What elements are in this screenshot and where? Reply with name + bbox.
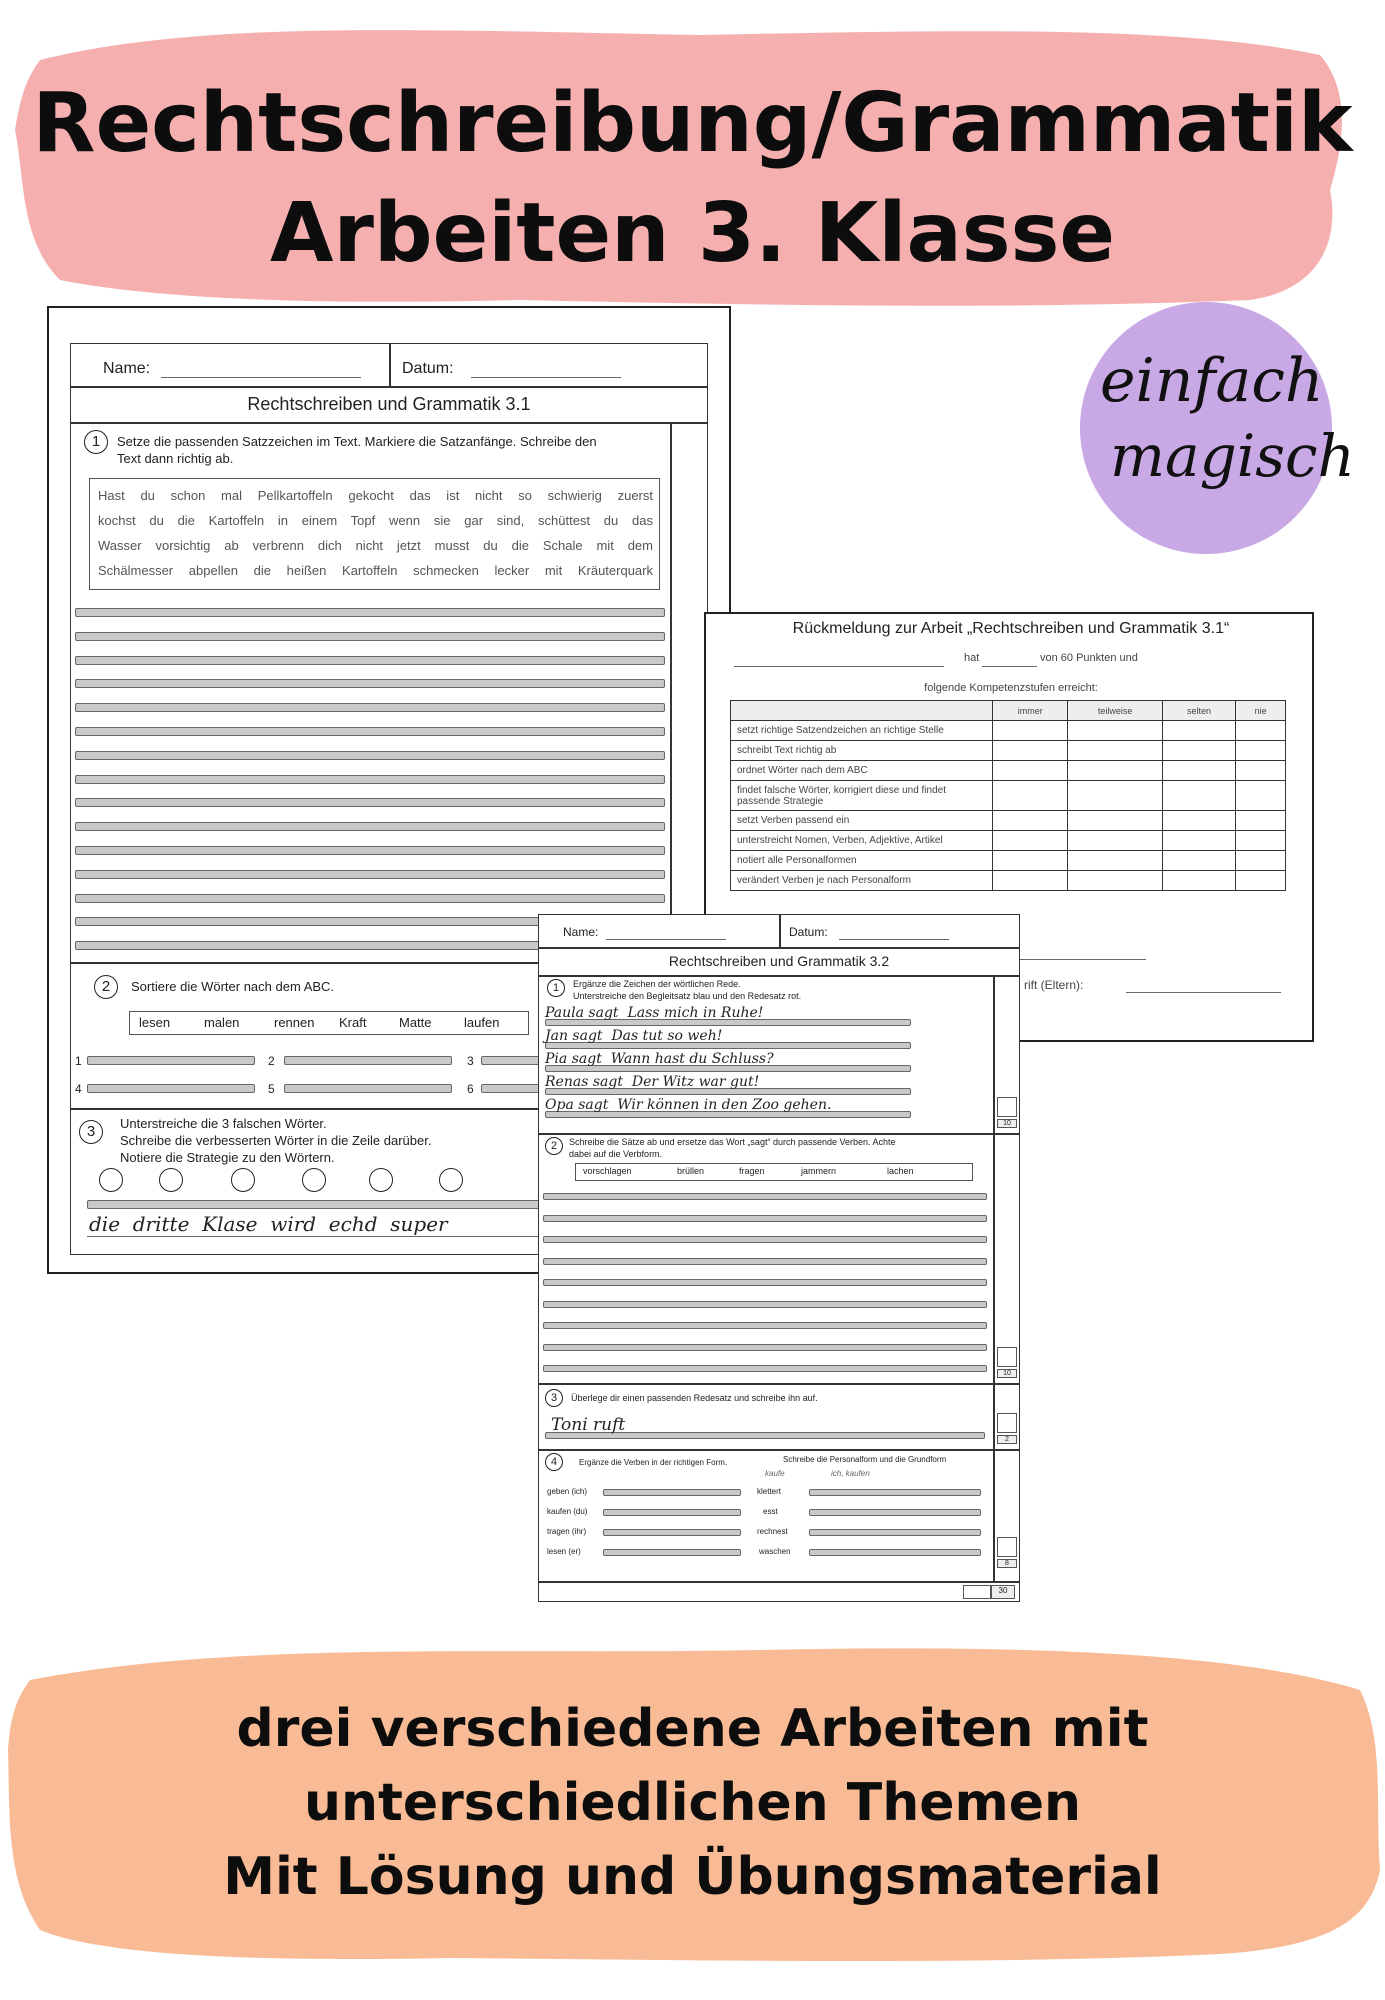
left-item-1: geben (ich): [547, 1487, 588, 1496]
left-answer-4[interactable]: [603, 1549, 741, 1556]
abc-slot-1[interactable]: [87, 1056, 255, 1065]
task-3-handwriting: Toni ruft: [551, 1415, 626, 1435]
writing-line[interactable]: [543, 1279, 987, 1286]
word-laufen: laufen: [464, 1015, 500, 1030]
left-item-3: tragen (ihr): [547, 1527, 587, 1536]
rating-cell[interactable]: [1068, 741, 1162, 761]
task-1-instruction: Ergänze die Zeichen der wörtlichen Rede.: [573, 979, 741, 989]
abc-slot-5[interactable]: [284, 1084, 452, 1093]
row-label: findet falsche Wörter, korrigiert diese und findet passende Strategie: [731, 781, 993, 811]
divider: [70, 386, 708, 388]
competence-subtitle: folgende Kompetenzstufen erreicht:: [924, 682, 1098, 694]
strategy-circle-5[interactable]: [369, 1168, 393, 1192]
table-row: [731, 831, 1286, 851]
rating-cell[interactable]: [993, 811, 1068, 831]
name-field[interactable]: [606, 939, 726, 940]
date-field[interactable]: [471, 377, 621, 378]
rating-cell[interactable]: [1068, 721, 1162, 741]
parent-signature-label: rift (Eltern):: [1024, 978, 1084, 992]
worksheet-3-2: [538, 914, 1020, 1602]
divider: [389, 343, 391, 386]
right-item-3: rechnest: [757, 1527, 788, 1536]
task-3-line-1: Unterstreiche die 3 falschen Wörter.: [120, 1116, 327, 1131]
score-box-4[interactable]: [997, 1537, 1017, 1557]
strategy-circle-1[interactable]: [99, 1168, 123, 1192]
rating-cell[interactable]: [1236, 761, 1286, 781]
verb-fragen: fragen: [739, 1166, 765, 1176]
name-field[interactable]: [161, 377, 361, 378]
task-2-instruction: Schreibe die Sätze ab und ersetze das Wort „sagt“ durch passende Verben. Achte: [569, 1137, 896, 1147]
rating-cell[interactable]: [1068, 871, 1162, 891]
strategy-circle-6[interactable]: [439, 1168, 463, 1192]
slot-number-4: 4: [75, 1082, 82, 1096]
left-answer-3[interactable]: [603, 1529, 741, 1536]
points-label: von 60 Punkten und: [1040, 652, 1138, 664]
footer-line-3: Mit Lösung und Übungsmaterial: [223, 1847, 1162, 1907]
divider: [779, 915, 781, 947]
divider: [87, 1236, 547, 1237]
page-title-line-1: Rechtschreibung/Grammatik: [32, 76, 1353, 171]
rating-cell[interactable]: [1162, 781, 1236, 811]
table-row: [731, 761, 1286, 781]
verb-jammern: jammern: [801, 1166, 837, 1176]
task-number-3: 3: [79, 1120, 103, 1144]
verb-lachen: lachen: [887, 1166, 914, 1176]
table-row: [731, 741, 1286, 761]
table-row: [731, 781, 1286, 811]
passage-line-1: Hast du schon mal Pellkartoffeln gekocht das ist nicht so schwierig zuerst: [98, 488, 653, 503]
slot-number-3: 3: [467, 1054, 474, 1068]
writing-line[interactable]: [75, 894, 665, 903]
task-2-instruction-cont: dabei auf die Verbform.: [569, 1149, 663, 1159]
sentence-4: Renas sagt Der Witz war gut!: [545, 1074, 760, 1090]
rating-cell[interactable]: [1236, 741, 1286, 761]
sentence-5: Opa sagt Wir können in den Zoo gehen.: [545, 1097, 832, 1113]
feedback-title: Rückmeldung zur Arbeit „Rechtschreiben und Grammatik 3.1“: [792, 620, 1230, 637]
writing-line[interactable]: [75, 727, 665, 736]
verb-vorschlagen: vorschlagen: [583, 1166, 632, 1176]
rating-cell[interactable]: [1236, 811, 1286, 831]
task-3-handwritten-words: die dritte Klase wird echd super: [89, 1212, 448, 1236]
divider: [539, 947, 1019, 949]
col-selten: selten: [1162, 701, 1236, 721]
left-item-2: kaufen (du): [547, 1507, 588, 1516]
page-title-line-2: Arbeiten 3. Klasse: [269, 186, 1116, 281]
sentence-3: Pia sagt Wann hast du Schluss?: [545, 1051, 774, 1067]
col-teilweise: teilweise: [1068, 701, 1162, 721]
task-number-4: 4: [545, 1453, 563, 1471]
strategy-circle-3[interactable]: [231, 1168, 255, 1192]
rating-cell[interactable]: [993, 741, 1068, 761]
name-label: Name:: [563, 925, 599, 939]
task-3-instruction: Überlege dir einen passenden Redesatz und schreibe ihn auf.: [571, 1393, 818, 1403]
logo-text-einfach: einfach: [1100, 346, 1324, 416]
row-label: unterstreicht Nomen, Verben, Adjektive, Artikel: [731, 831, 993, 851]
footer-line-1: drei verschiedene Arbeiten mit: [236, 1699, 1149, 1759]
rating-cell[interactable]: [1068, 811, 1162, 831]
rating-cell[interactable]: [1236, 831, 1286, 851]
rating-cell[interactable]: [993, 851, 1068, 871]
divider: [539, 975, 1019, 977]
divider: [70, 422, 708, 424]
passage-line-2: kochst du die Kartoffeln in einem Topf wenn sie gar sind, schüttest du das: [98, 513, 653, 528]
abc-slot-4[interactable]: [87, 1084, 255, 1093]
divider: [539, 1133, 1019, 1135]
task-1-instruction-cont: Unterstreiche den Begleitsatz blau und den Redesatz rot.: [573, 991, 802, 1001]
task-1-instruction: Setze die passenden Satzzeichen im Text. Markiere die Satzanfänge. Schreibe den: [117, 434, 597, 449]
left-item-4: lesen (er): [547, 1547, 581, 1556]
rating-cell[interactable]: [993, 871, 1068, 891]
task-number-2: 2: [94, 975, 118, 999]
row-label: setzt richtige Satzendzeichen an richtige Stelle: [731, 721, 993, 741]
example-ich-kaufen: ich, kaufen: [831, 1469, 870, 1478]
score-3: 2: [997, 1435, 1017, 1444]
rating-cell[interactable]: [1162, 721, 1236, 741]
writing-line[interactable]: [75, 656, 665, 665]
competence-table: [730, 700, 1286, 891]
parent-signature-line[interactable]: [1126, 992, 1281, 993]
score-1: 10: [997, 1119, 1017, 1128]
abc-slot-3[interactable]: [481, 1056, 541, 1065]
word-matte: Matte: [399, 1015, 432, 1030]
date-field[interactable]: [839, 939, 949, 940]
task-1-instruction-cont: Text dann richtig ab.: [117, 451, 234, 466]
task-4-instruction-right: Schreibe die Personalform und die Grundform: [783, 1455, 947, 1464]
score-4: 8: [997, 1559, 1017, 1568]
rating-cell[interactable]: [1162, 831, 1236, 851]
rating-cell[interactable]: [1236, 781, 1286, 811]
left-answer-1[interactable]: [603, 1489, 741, 1496]
writing-line[interactable]: [75, 703, 665, 712]
row-label: schreibt Text richtig ab: [731, 741, 993, 761]
writing-line[interactable]: [543, 1258, 987, 1265]
points-field[interactable]: [982, 666, 1037, 667]
left-answer-2[interactable]: [603, 1509, 741, 1516]
col-immer: immer: [993, 701, 1068, 721]
total-score: 30: [991, 1585, 1015, 1599]
einfach-magisch-logo: [1080, 302, 1355, 554]
divider: [539, 1383, 1019, 1385]
task-number-2: 2: [545, 1137, 563, 1155]
writing-line[interactable]: [543, 1193, 987, 1200]
rating-cell[interactable]: [1236, 851, 1286, 871]
writing-line[interactable]: [75, 751, 665, 760]
row-label: notiert alle Personalformen: [731, 851, 993, 871]
task-4-instruction: Ergänze die Verben in der richtigen Form.: [579, 1458, 728, 1467]
sheet-title: Rechtschreiben und Grammatik 3.2: [668, 953, 890, 969]
table-header-row: [731, 701, 1286, 721]
strategy-circle-2[interactable]: [159, 1168, 183, 1192]
divider: [993, 975, 995, 1581]
row-label: verändert Verben je nach Personalform: [731, 871, 993, 891]
name-label: Name:: [103, 360, 151, 377]
rating-cell[interactable]: [1068, 761, 1162, 781]
right-answer-4[interactable]: [809, 1549, 981, 1556]
rating-cell[interactable]: [1162, 811, 1236, 831]
writing-line[interactable]: [75, 608, 665, 617]
logo-text-magisch: magisch: [1110, 422, 1355, 490]
hat-label: hat: [964, 652, 980, 664]
word-kraft: Kraft: [339, 1015, 367, 1030]
row-label: setzt Verben passend ein: [731, 811, 993, 831]
footer-line-2: unterschiedlichen Themen: [303, 1773, 1082, 1833]
writing-line[interactable]: [75, 775, 665, 784]
total-score-box[interactable]: [963, 1585, 991, 1599]
right-item-1: klettert: [757, 1487, 782, 1496]
writing-line[interactable]: [75, 679, 665, 688]
rating-cell[interactable]: [993, 721, 1068, 741]
writing-line[interactable]: [543, 1344, 987, 1351]
right-item-4: waschen: [759, 1547, 791, 1556]
col-nie: nie: [1236, 701, 1286, 721]
word-malen: malen: [204, 1015, 240, 1030]
writing-line[interactable]: [75, 822, 665, 831]
slot-number-5: 5: [268, 1082, 275, 1096]
writing-line[interactable]: [543, 1365, 987, 1372]
score-2: 10: [997, 1369, 1017, 1378]
score-box-1[interactable]: [997, 1097, 1017, 1117]
rating-cell[interactable]: [993, 831, 1068, 851]
writing-line[interactable]: [75, 846, 665, 855]
table-row: [731, 871, 1286, 891]
writing-line[interactable]: [75, 870, 665, 879]
task-number-3: 3: [545, 1389, 563, 1407]
divider: [539, 1581, 1019, 1583]
task-number-1: 1: [547, 979, 565, 997]
right-answer-1[interactable]: [809, 1489, 981, 1496]
row-label: ordnet Wörter nach dem ABC: [731, 761, 993, 781]
rating-cell[interactable]: [1068, 851, 1162, 871]
rating-cell[interactable]: [1162, 871, 1236, 891]
sheet-title: Rechtschreiben und Grammatik 3.1: [247, 394, 531, 414]
rating-cell[interactable]: [1162, 851, 1236, 871]
passage-line-3: Wasser vorsichtig ab verbrenn dich nicht jetzt musst du die Schale mit dem: [98, 538, 653, 553]
task-3-line-3: Notiere die Strategie zu den Wörtern.: [120, 1150, 335, 1165]
strategy-circle-4[interactable]: [302, 1168, 326, 1192]
slot-number-1: 1: [75, 1054, 82, 1068]
rating-cell[interactable]: [1236, 721, 1286, 741]
sentence-2: Jan sagt Das tut so weh!: [545, 1028, 723, 1044]
verb-bruellen: brüllen: [677, 1166, 705, 1176]
rating-cell[interactable]: [1236, 871, 1286, 891]
slot-number-2: 2: [268, 1054, 275, 1068]
date-label: Datum:: [789, 925, 828, 939]
rating-cell[interactable]: [1162, 741, 1236, 761]
date-label: Datum:: [402, 360, 454, 377]
score-box-2[interactable]: [997, 1347, 1017, 1367]
score-box-3[interactable]: [997, 1413, 1017, 1433]
rating-cell[interactable]: [1162, 761, 1236, 781]
right-item-2: esst: [763, 1507, 778, 1516]
writing-line[interactable]: [543, 1322, 987, 1329]
teacher-signature-line[interactable]: [1006, 959, 1146, 960]
rating-cell[interactable]: [993, 761, 1068, 781]
rating-cell[interactable]: [1068, 781, 1162, 811]
task-3-line-2: Schreibe die verbesserten Wörter in die Zeile darüber.: [120, 1133, 432, 1148]
divider: [670, 422, 672, 962]
abc-slot-6[interactable]: [481, 1084, 541, 1093]
abc-slot-2[interactable]: [284, 1056, 452, 1065]
table-row: [731, 851, 1286, 871]
rating-cell[interactable]: [993, 781, 1068, 811]
task-2-instruction: Sortiere die Wörter nach dem ABC.: [131, 979, 335, 994]
rating-cell[interactable]: [1068, 831, 1162, 851]
writing-line[interactable]: [543, 1215, 987, 1222]
table-row: [731, 811, 1286, 831]
writing-line[interactable]: [543, 1301, 987, 1308]
word-lesen: lesen: [139, 1015, 171, 1030]
writing-line[interactable]: [75, 632, 665, 641]
passage-line-4: Schälmesser abpellen die heißen Kartoffeln schmecken lecker mit Kräuterquark: [98, 563, 653, 578]
table-row: [731, 721, 1286, 741]
right-answer-3[interactable]: [809, 1529, 981, 1536]
word-rennen: rennen: [274, 1015, 315, 1030]
example-kaufe: kaufe: [765, 1469, 785, 1478]
task-number-1: 1: [84, 430, 108, 454]
right-answer-2[interactable]: [809, 1509, 981, 1516]
correction-line[interactable]: [87, 1200, 547, 1209]
sentence-1: Paula sagt Lass mich in Ruhe!: [545, 1005, 764, 1021]
writing-line[interactable]: [543, 1236, 987, 1243]
divider: [539, 1449, 1019, 1451]
student-name-field[interactable]: [734, 666, 944, 667]
writing-line[interactable]: [75, 798, 665, 807]
slot-number-6: 6: [467, 1082, 474, 1096]
